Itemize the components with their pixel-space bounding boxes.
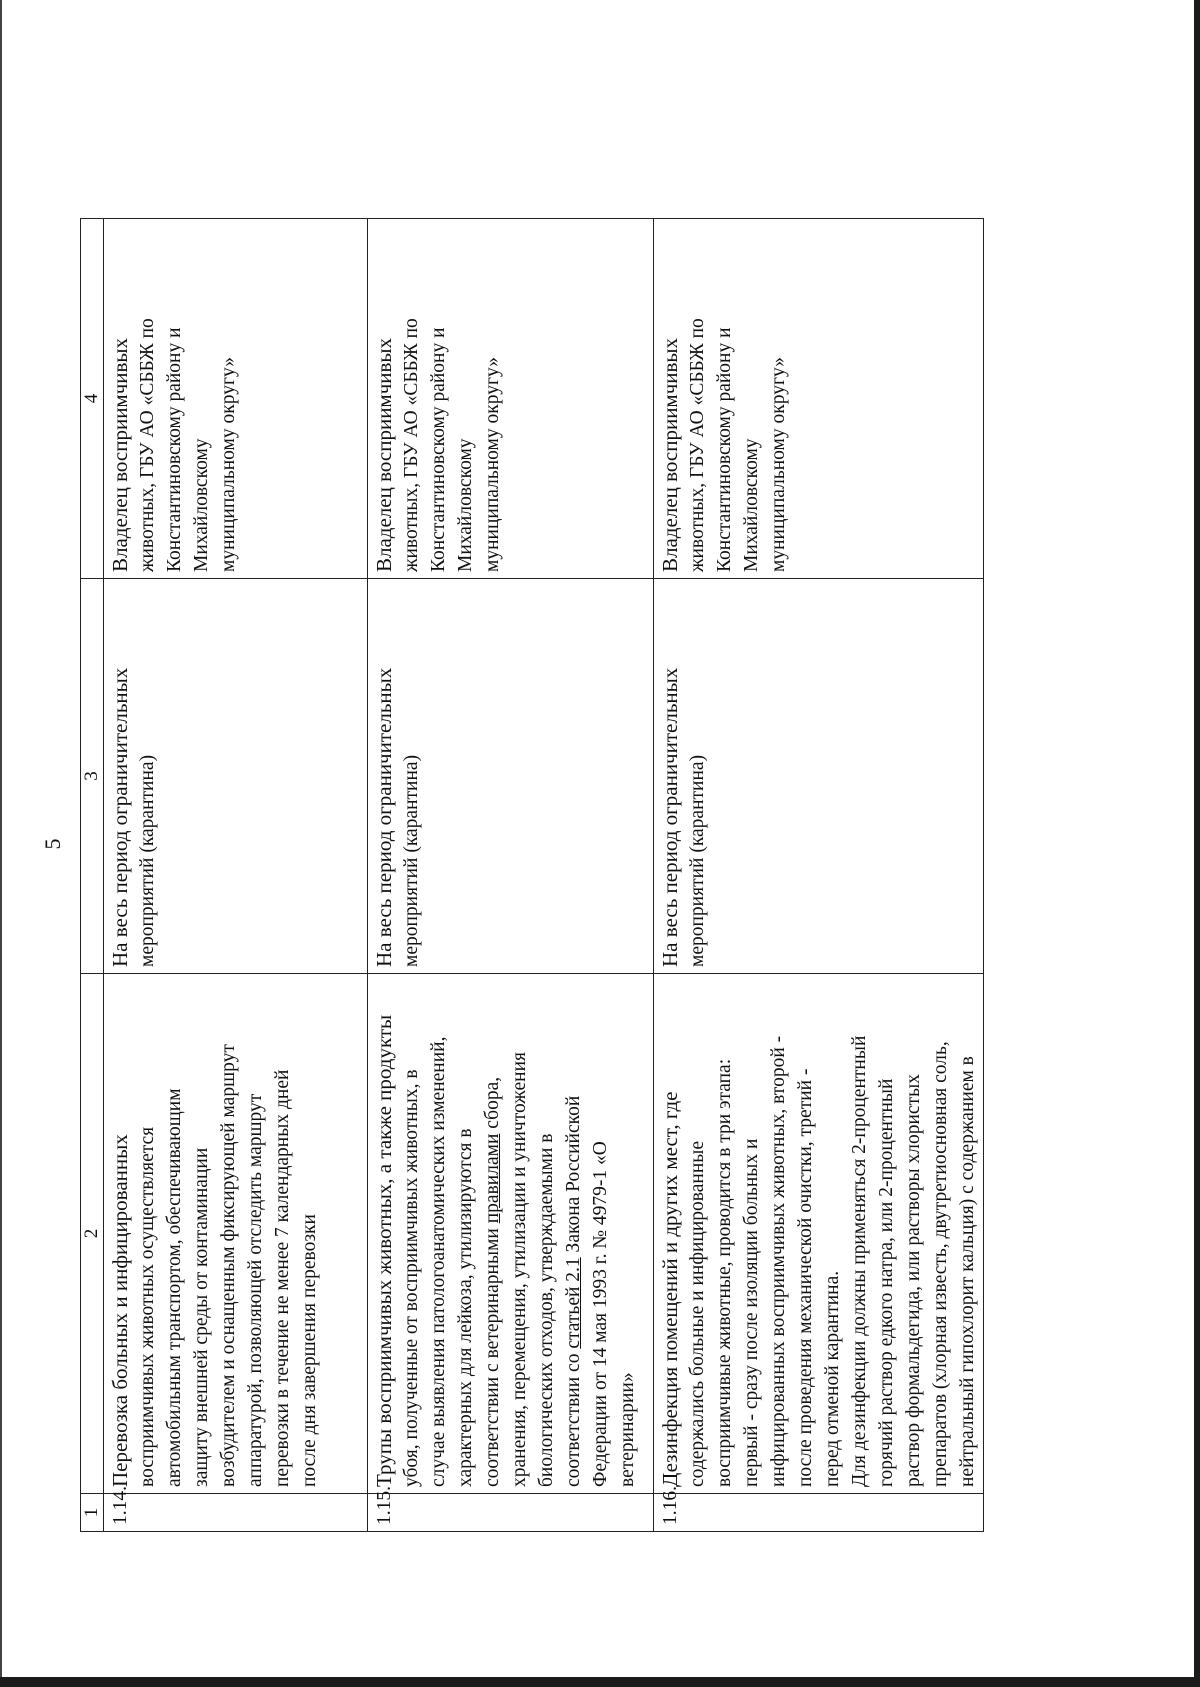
period-lead: На весь период ограничительных (108, 667, 132, 967)
rules-link[interactable]: правилами (482, 1133, 503, 1224)
responsible-lead: Владелец восприимчивых (658, 337, 682, 572)
responsible-lead: Владелец восприимчивых (372, 337, 396, 572)
measure-lead: Перевозка больных и инфицированных (108, 1134, 132, 1487)
page-number: 5 (40, 838, 65, 850)
period-text: мероприятий (карантина) (137, 754, 158, 967)
measure-text (398, 980, 641, 1487)
row-number: 1.16. (654, 1494, 984, 1532)
period-text: мероприятий (карантина) (687, 754, 708, 967)
measure-cell (654, 974, 984, 1494)
responsible-cell (368, 219, 654, 579)
row-number: 1.15. (368, 1494, 654, 1532)
table-row (368, 219, 654, 1532)
period-text: мероприятий (карантина) (401, 754, 422, 967)
measure-lead: Дезинфекция помещений и других мест, где (658, 1091, 682, 1487)
measure-cell (368, 974, 654, 1494)
header-col-1: 1 (81, 1494, 104, 1532)
period-cell (368, 579, 654, 974)
measure-text-post: Закона Российской Федерации от 14 мая 1993 г. № 4979-1 «О ветеринарии» (563, 1095, 638, 1487)
period-lead: На весь период ограничительных (372, 667, 396, 967)
table-header-row (81, 219, 104, 1532)
responsible-cell (654, 219, 984, 579)
header-col-3: 3 (81, 579, 104, 974)
measure-lead: Трупы восприимчивых животных, а также продукты (372, 1014, 396, 1487)
article-link[interactable]: статьей 2.1 (563, 1257, 584, 1349)
measure-text-mid: сбора, хранения, перемещения, утилизации и уничтожения биологических отходов, утверждаемыми в соответствии со (482, 1052, 584, 1487)
measures-table (80, 218, 984, 1532)
period-cell (104, 579, 368, 974)
period-cell (654, 579, 984, 974)
row-number: 1.14. (104, 1494, 368, 1532)
table-row (654, 219, 984, 1532)
header-col-2: 2 (81, 974, 104, 1494)
table-row (104, 219, 368, 1532)
header-col-4: 4 (81, 219, 104, 579)
responsible-text: животных, ГБУ АО «СББЖ по Константиновскому району и Михайловскому муниципальному округу» (687, 318, 789, 572)
measure-text-pre: убоя, полученные от восприимчивых животных, в случае выявления патологоанатомических изменений, характерных для лейкоза, утилизируются в соответствии с ветеринарными (401, 1036, 503, 1487)
measure-text: восприимчивых животных осуществляется автомобильным транспортом, обеспечивающим защиту внешней среды от контаминации возбудителем и оснащенным фиксирующей маршрут аппаратурой, позволяющей отследить маршрут перевозки в течение не менее 7 календарных дней после дня завершения перевозки (137, 1044, 320, 1487)
responsible-cell (104, 219, 368, 579)
period-lead: На весь период ограничительных (658, 667, 682, 967)
responsible-text: животных, ГБУ АО «СББЖ по Константиновскому району и Михайловскому муниципальному округу» (137, 318, 239, 572)
responsible-text: животных, ГБУ АО «СББЖ по Константиновскому району и Михайловскому муниципальному округу» (401, 318, 503, 572)
responsible-lead: Владелец восприимчивых (108, 337, 132, 572)
measure-text: содержались больные и инфицированные восприимчивые животные, проводится в три этапа: первый - сразу после изоляции больных и инфицированных восприимчивых животных, второй - после проведения механической очистки, третий - перед отменой карантина. Для дезинфекции должны применяться 2-процентный горячий раствор едкого натра, или 2-процентный раствор формальдегида, или растворы хлористых препаратов (хлорная известь, двутретиосновная соль, нейтральный гипохлорит кальция) с содержанием в (687, 1035, 978, 1487)
measure-cell (104, 974, 368, 1494)
